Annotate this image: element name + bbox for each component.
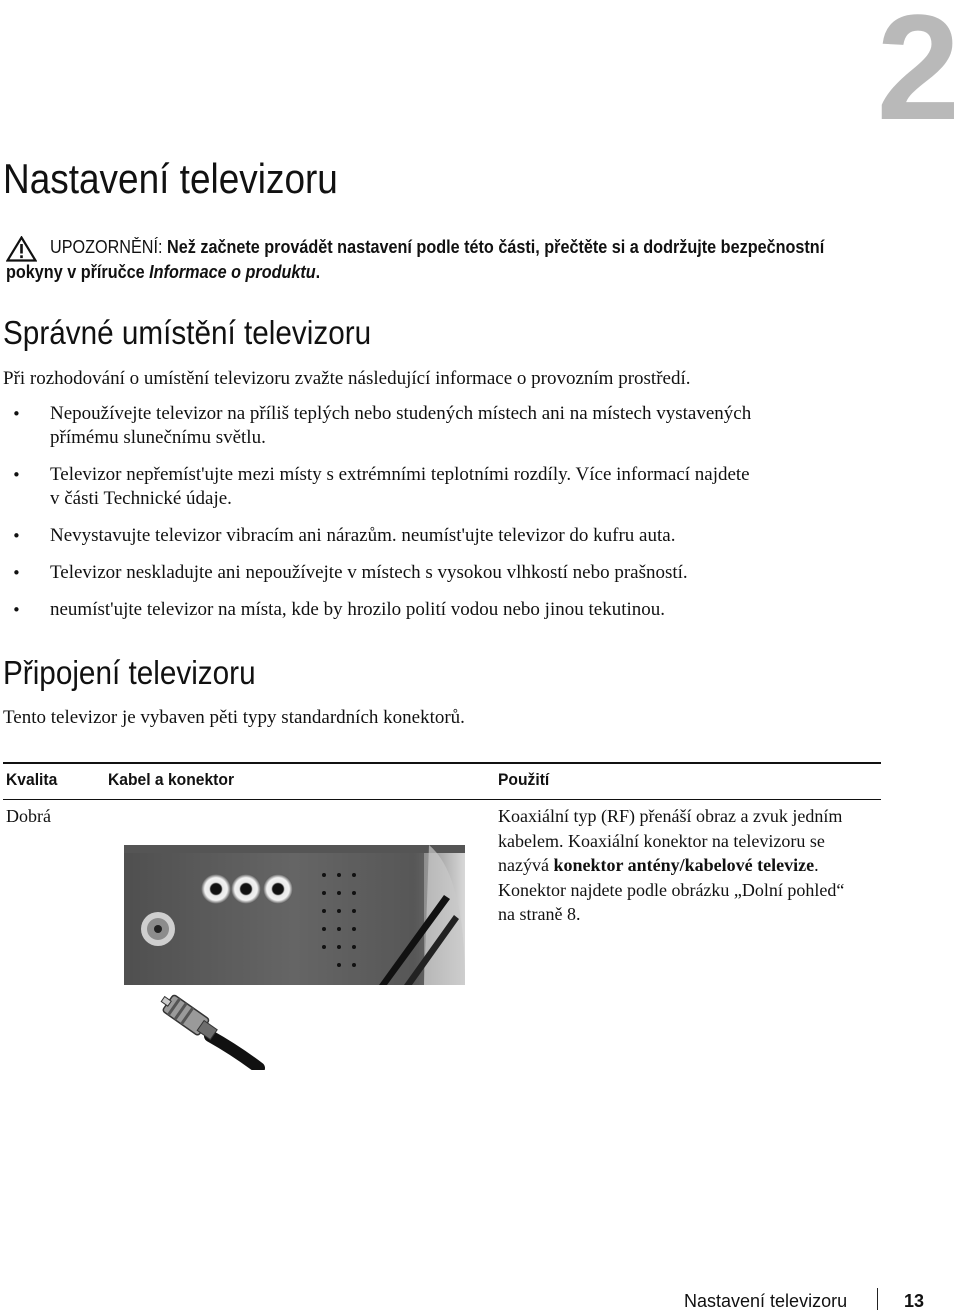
page-number: 13 xyxy=(904,1291,925,1311)
product-info-title: Informace o produktu xyxy=(149,262,316,282)
table-header-rule xyxy=(3,799,881,800)
row-usage-cell: Koaxiální typ (RF) přenáší obraz a zvuk jedním kabelem. Koaxiální konektor na televizoru se nazývá konektor antény/kabelové televize. Konektor najdete podle obrázku „Dolní pohled“ na straně 8. xyxy=(498,806,845,924)
warning-line2: pokyny v příručce Informace o produktu. xyxy=(6,262,321,282)
footer-separator xyxy=(877,1288,878,1310)
row-quality-cell: Dobrá xyxy=(6,806,51,826)
section-heading-connection: Připojení televizoru xyxy=(3,654,256,691)
column-header-quality: Kvalita xyxy=(6,770,58,789)
placement-intro: Při rozhodování o umístění televizoru zvažte následující informace o provozním prostředí. xyxy=(3,368,691,389)
connector-name: konektor antény/kabelové televize xyxy=(553,855,815,875)
warning-notice xyxy=(6,235,896,260)
column-header-cable: Kabel a konektor xyxy=(108,770,235,789)
table-top-rule xyxy=(3,762,881,764)
list-item: • Televizor neskladujte ani nepoužívejte v místech s vysokou vlhkostí nebo prašností. xyxy=(0,561,900,585)
page-title: Nastavení televizoru xyxy=(3,155,338,202)
chapter-number: 2 xyxy=(876,0,956,151)
warning-label: UPOZORNĚNÍ: xyxy=(50,237,163,257)
list-item: • Televizor nepřemíst'ujte mezi místy s extrémními teplotními rozdíly. Více informací najdete v části Technické údaje. xyxy=(0,463,900,511)
footer-section-title: Nastavení televizoru xyxy=(684,1291,848,1311)
warning-triangle-icon xyxy=(6,236,37,262)
list-item: • Nepoužívejte televizor na příliš teplých nebo studených místech ani na místech vystavených přímému slunečnímu světlu. xyxy=(0,402,900,450)
list-item: • Nevystavujte televizor vibracím ani nárazům. neumíst'ujte televizor do kufru auta. xyxy=(0,524,900,548)
column-header-usage: Použití xyxy=(498,770,550,789)
placement-bullet-list xyxy=(0,402,900,635)
warning-text: Než začnete provádět nastavení podle této části, přečtěte si a dodržujte bezpečnostní xyxy=(167,237,825,257)
section-heading-placement: Správné umístění televizoru xyxy=(3,314,372,351)
connection-intro: Tento televizor je vybaven pěti typy standardních konektorů. xyxy=(3,707,465,728)
list-item: • neumíst'ujte televizor na místa, kde by hrozilo polití vodou nebo jinou tekutinou. xyxy=(0,598,900,622)
tv-connector-panel-image xyxy=(124,845,465,985)
coaxial-cable-image xyxy=(155,988,265,1070)
